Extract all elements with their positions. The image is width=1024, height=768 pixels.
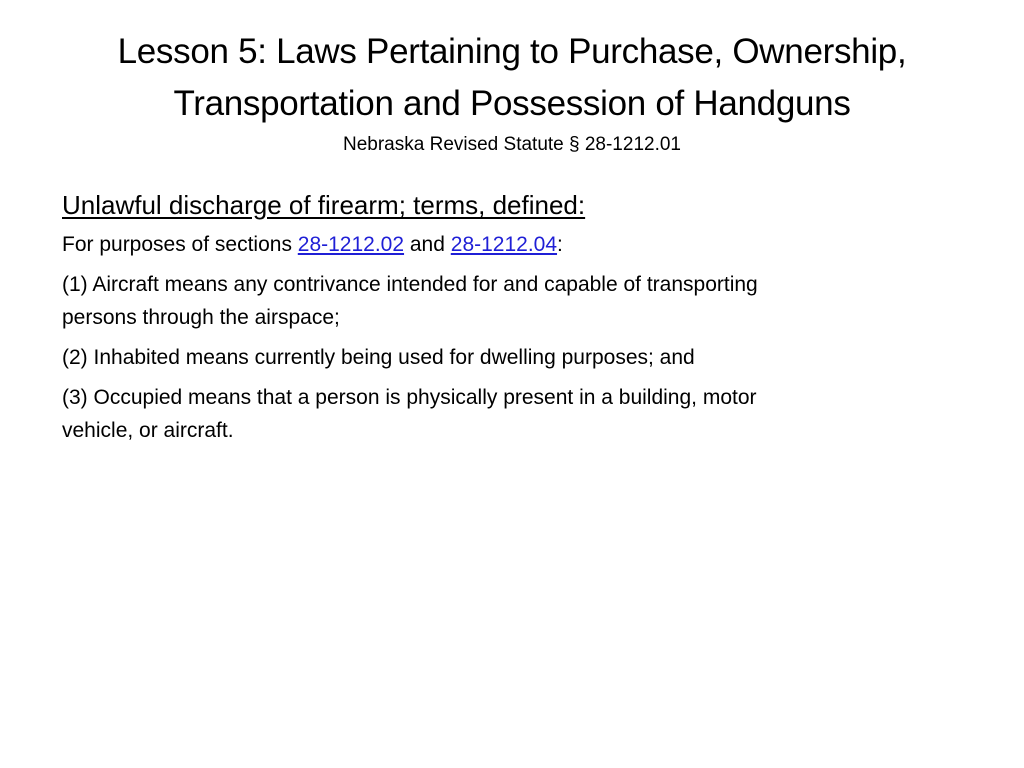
title-block [40,26,984,160]
content-body [62,188,962,454]
intro-paragraph [62,228,962,261]
intro-suffix: : [557,233,563,256]
definition-aircraft-line-1: (1) Aircraft means any contrivance intended for and capable of transporting [62,273,758,296]
intro-prefix: For purposes of sections [62,233,298,256]
definition-aircraft [62,268,962,334]
definition-occupied-line-2: vehicle, or aircraft. [62,419,234,442]
slide-title-line-1: Lesson 5: Laws Pertaining to Purchase, Ownership, [117,32,907,71]
definition-occupied [62,381,962,447]
slide-title-line-2: Transportation and Possession of Handguns [173,84,851,123]
slide-subtitle: Nebraska Revised Statute § 28-1212.01 [343,134,681,155]
intro-mid: and [404,233,451,256]
statute-link-28-1212-02[interactable]: 28-1212.02 [297,233,405,256]
definition-inhabited: (2) Inhabited means currently being used for dwelling purposes; and [62,346,695,369]
definition-occupied-line-1: (3) Occupied means that a person is physically present in a building, motor [62,386,757,409]
section-heading: Unlawful discharge of firearm; terms, defined: [62,190,586,220]
definition-aircraft-line-2: persons through the airspace; [62,306,340,329]
statute-link-28-1212-04[interactable]: 28-1212.04 [450,233,558,256]
